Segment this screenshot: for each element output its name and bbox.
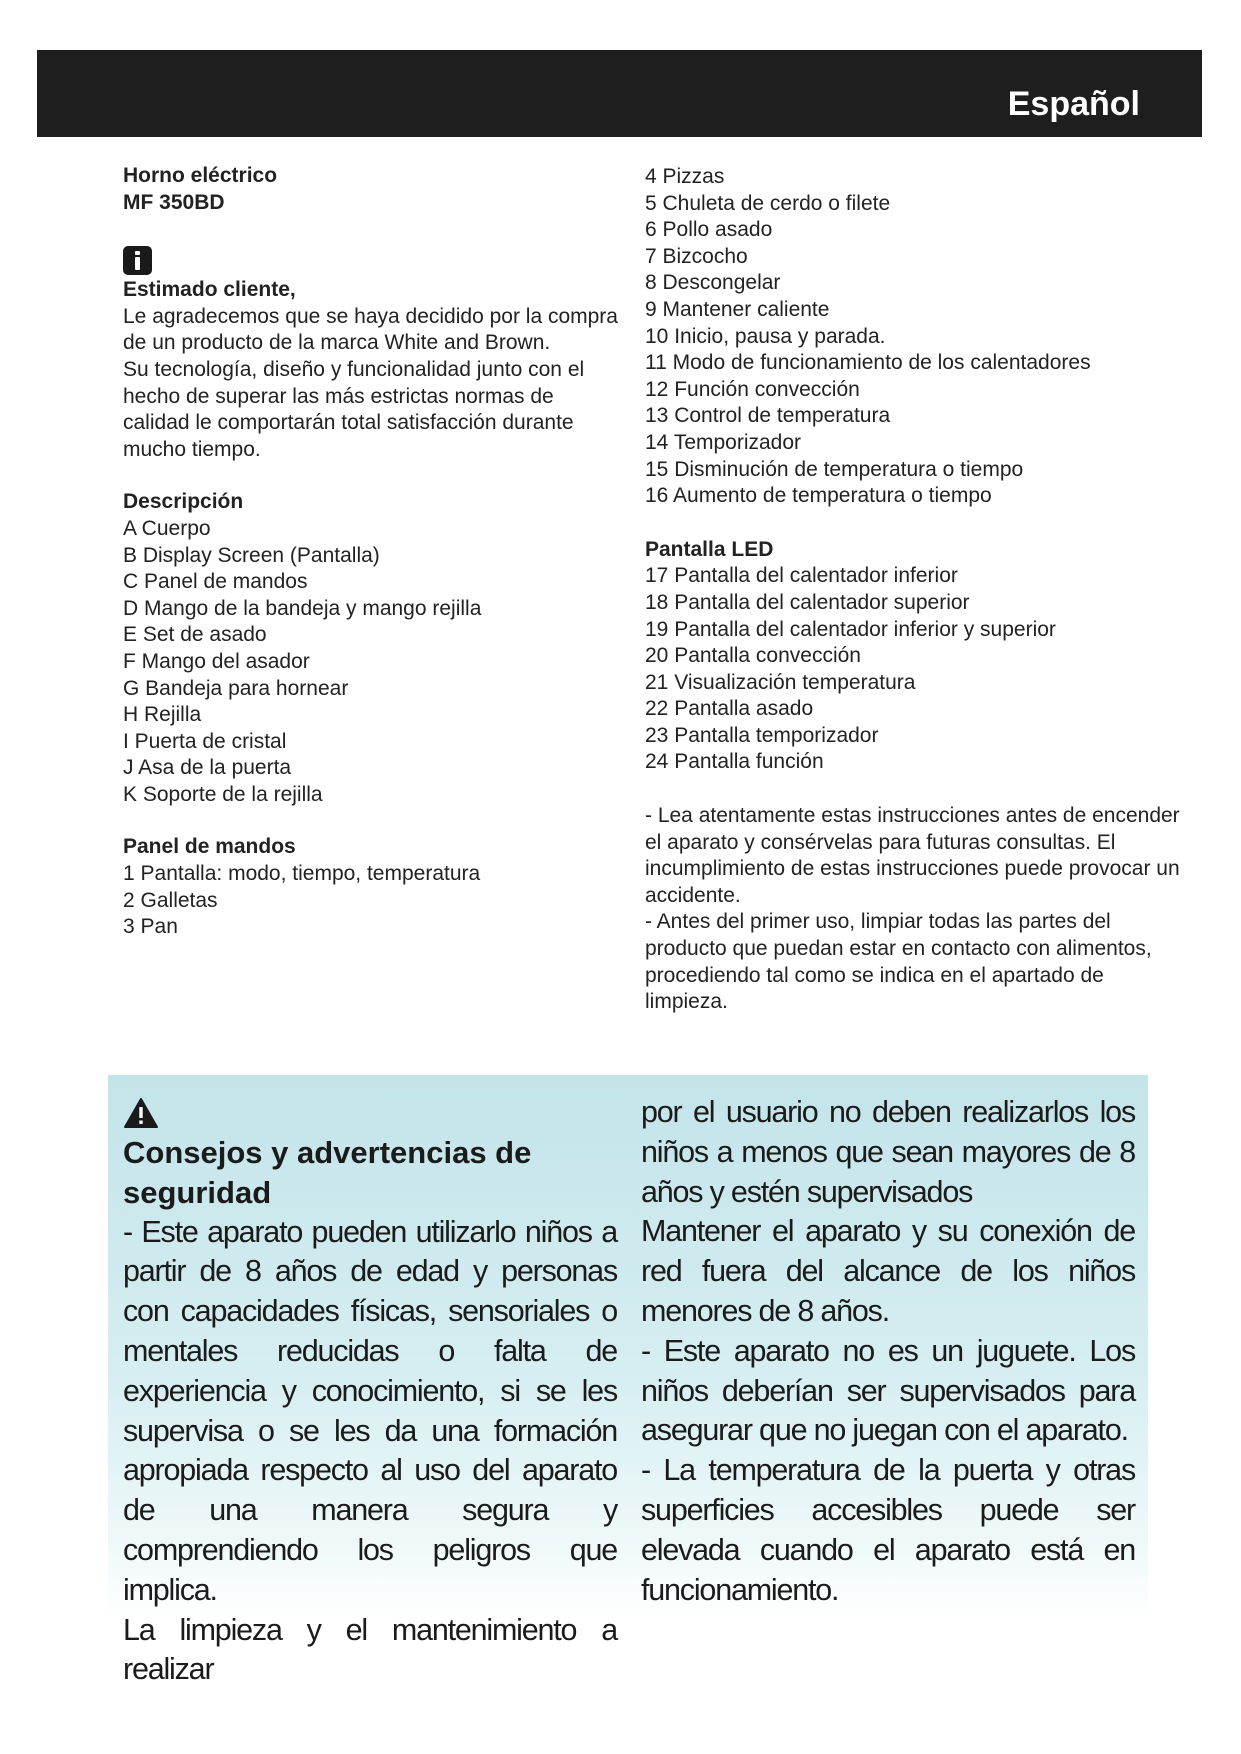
safety-paragraph-temperature: - La temperatura de la puerta y otras superficies accesibles puede ser elevada cuando el aparato está en funcionamiento.: [641, 1453, 1135, 1607]
greeting: Estimado cliente,: [123, 278, 296, 302]
control-panel-item: 11 Modo de funcionamiento de los calentadores: [645, 351, 1091, 375]
description-item: J Asa de la puerta: [123, 756, 292, 780]
description-item: D Mango de la bandeja y mango rejilla: [123, 596, 482, 620]
right-column: [645, 164, 1185, 1016]
safety-right-column: [641, 1093, 1135, 1610]
language-header-bar: [37, 50, 1202, 137]
description-item: A Cuerpo: [123, 516, 211, 540]
led-display-item: 20 Pantalla convección: [645, 644, 861, 668]
control-panel-item: 5 Chuleta de cerdo o filete: [645, 191, 891, 215]
description-item: H Rejilla: [123, 703, 202, 727]
led-display-list: [645, 563, 1185, 776]
led-display-item: 23 Pantalla temporizador: [645, 723, 879, 747]
warning-triangle-icon: [123, 1097, 159, 1129]
control-panel-item: 9 Mantener caliente: [645, 297, 830, 321]
control-panel-item: 2 Galletas: [123, 888, 218, 912]
control-panel-item: 7 Bizcocho: [645, 244, 748, 268]
control-panel-item: 12 Función convección: [645, 377, 860, 401]
description-item: F Mango del asador: [123, 649, 310, 673]
product-title: Horno eléctrico: [123, 164, 278, 187]
led-display-item: 17 Pantalla del calentador inferior: [645, 564, 958, 588]
led-display-item: 22 Pantalla asado: [645, 697, 814, 721]
description-item: C Panel de mandos: [123, 570, 308, 594]
description-list: [123, 516, 623, 809]
safety-left-column: [123, 1133, 617, 1690]
led-display-item: 19 Pantalla del calentador inferior y superior: [645, 617, 1056, 641]
left-column: [123, 163, 623, 941]
control-panel-item: 10 Inicio, pausa y parada.: [645, 324, 886, 348]
control-panel-item: 16 Aumento de temperatura o tiempo: [645, 484, 992, 508]
control-panel-item: 14 Temporizador: [645, 430, 802, 454]
control-panel-item: 6 Pollo asado: [645, 218, 773, 242]
safety-title: Consejos y advertencias de seguridad: [123, 1135, 532, 1210]
note-first-use: - Antes del primer uso, limpiar todas las partes del producto que puedan estar en contacto con alimentos, procediendo tal como se indica en el apartado de limpieza.: [645, 910, 1152, 1014]
language-label: Español: [1007, 85, 1140, 123]
description-item: B Display Screen (Pantalla): [123, 543, 380, 567]
safety-paragraph-supervision: por el usuario no deben realizarlos los niños a menos que sean mayores de 8 años y estén supervisados: [641, 1095, 1135, 1209]
control-panel-item: 1 Pantalla: modo, tiempo, temperatura: [123, 862, 481, 886]
safety-paragraph-cleaning: La limpieza y el mantenimiento a realizar: [123, 1612, 617, 1687]
control-panel-item: 13 Control de temperatura: [645, 404, 891, 428]
led-display-heading: Pantalla LED: [645, 537, 774, 561]
info-icon: [123, 246, 152, 275]
control-panel-item: 4 Pizzas: [645, 165, 725, 188]
safety-paragraph-toy: - Este aparato no es un juguete. Los niños deberían ser supervisados para asegurar que no juegan con el aparato.: [641, 1333, 1135, 1448]
led-display-item: 24 Pantalla función: [645, 750, 824, 774]
note-read-instructions: - Lea atentamente estas instrucciones antes de encender el aparato y consérvelas para futuras consultas. El incumplimiento de estas instrucciones puede provocar un accidente.: [645, 804, 1180, 907]
control-panel-item: 15 Disminución de temperatura o tiempo: [645, 457, 1024, 481]
intro-paragraph-1: Le agradecemos que se haya decidido por la compra de un producto de la marca White and Brown.: [123, 304, 618, 355]
control-panel-heading: Panel de mandos: [123, 835, 296, 859]
control-panel-list-part-1: [123, 861, 623, 941]
control-panel-list-part-2: [645, 164, 1185, 510]
description-item: I Puerta de cristal: [123, 729, 287, 753]
description-heading: Descripción: [123, 490, 244, 514]
product-model: MF 350BD: [123, 190, 225, 214]
led-display-item: 18 Pantalla del calentador superior: [645, 590, 970, 614]
description-item: K Soporte de la rejilla: [123, 782, 323, 806]
description-item: E Set de asado: [123, 623, 267, 647]
control-panel-item: 3 Pan: [123, 915, 178, 939]
intro-paragraph-2: Su tecnología, diseño y funcionalidad junto con el hecho de superar las más estrictas normas de calidad le comportarán total satisfacción durante mucho tiempo.: [123, 357, 585, 461]
description-item: G Bandeja para hornear: [123, 676, 349, 700]
safety-paragraph-children: - Este aparato pueden utilizarlo niños a partir de 8 años de edad y personas con capacidades físicas, sensoriales o mentales reducidas o falta de experiencia y conocimiento, si se les supervisa o se les da una formación apropiada respecto al uso del aparato de una manera segura y comprendiendo los peligros que implica.: [123, 1214, 617, 1607]
led-display-item: 21 Visualización temperatura: [645, 670, 916, 694]
control-panel-item: 8 Descongelar: [645, 271, 781, 295]
safety-paragraph-reach: Mantener el aparato y su conexión de red fuera del alcance de los niños menores de 8 años.: [641, 1214, 1135, 1328]
